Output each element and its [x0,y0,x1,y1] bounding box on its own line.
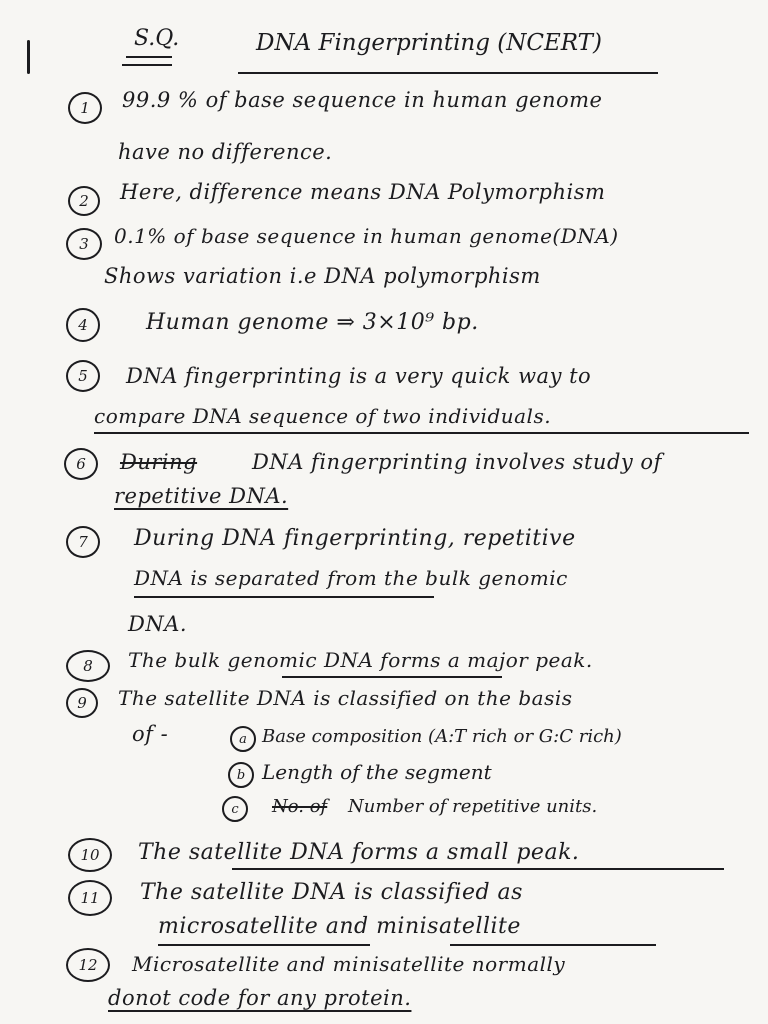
point-text: Shows variation i.e DNA polymorphism [104,264,541,288]
point-text: microsatellite and minisatellite [158,914,521,939]
sub-mark: a [230,726,256,752]
title-underline [238,72,658,74]
point-prefix: of - [132,722,169,746]
point-text: donot code for any protein. [108,986,412,1010]
point-text: DNA fingerprinting is a very quick way to [126,364,592,388]
point-text: The bulk genomic DNA forms a major peak. [128,648,593,672]
point-number: 5 [66,360,100,392]
point-number: 1 [68,92,102,124]
sub-text: Number of repetitive units. [348,796,598,817]
underline [94,432,749,434]
point-text: Human genome ⇒ 3×10⁹ bp. [146,310,479,335]
underline [158,944,370,946]
point-number: 9 [66,688,98,718]
point-text: compare DNA sequence of two individuals. [94,404,552,428]
sub-mark: b [228,762,254,788]
point-text: Here, difference means DNA Polymorphism [120,180,606,204]
point-text: Microsatellite and minisatellite normally [132,952,566,976]
point-text: repetitive DNA. [114,484,289,508]
point-number: 6 [64,448,98,480]
point-text: The satellite DNA is classified on the basis [118,686,573,710]
sq-underline [122,64,172,66]
point-text: DNA. [128,612,188,636]
sub-text: Length of the segment [262,760,492,784]
point-text: The satellite DNA forms a small peak. [138,840,580,865]
underline [134,596,434,598]
sub-mark: c [222,796,248,822]
point-text: The satellite DNA is classified as [140,880,523,905]
underline [232,868,724,870]
sq-underline [126,56,172,58]
point-number: 3 [66,228,102,260]
sub-text: Base composition (A:T rich or G:C rich) [262,726,622,747]
point-number: 7 [66,526,100,558]
point-text: DNA is separated from the bulk genomic [134,566,568,590]
sq-label: S.Q. [134,26,180,51]
point-text: 99.9 % of base sequence in human genome [122,88,603,112]
point-number: 10 [68,838,112,872]
struck-word: During [120,450,198,474]
point-number: 11 [68,880,112,916]
point-text: have no difference. [118,140,333,164]
point-number: 8 [66,650,110,682]
point-number: 2 [68,186,100,216]
underline [282,676,502,678]
point-text: 0.1% of base sequence in human genome(DNA) [114,224,619,248]
point-text: During DNA fingerprinting, repetitive [134,526,576,551]
underline [450,944,656,946]
page-title: DNA Fingerprinting (NCERT) [256,30,602,56]
point-number: 4 [66,308,100,342]
point-text: DNA fingerprinting involves study of [252,450,662,474]
point-number: 12 [66,948,110,982]
margin-mark [27,40,30,74]
struck-word: No. of [272,796,328,817]
